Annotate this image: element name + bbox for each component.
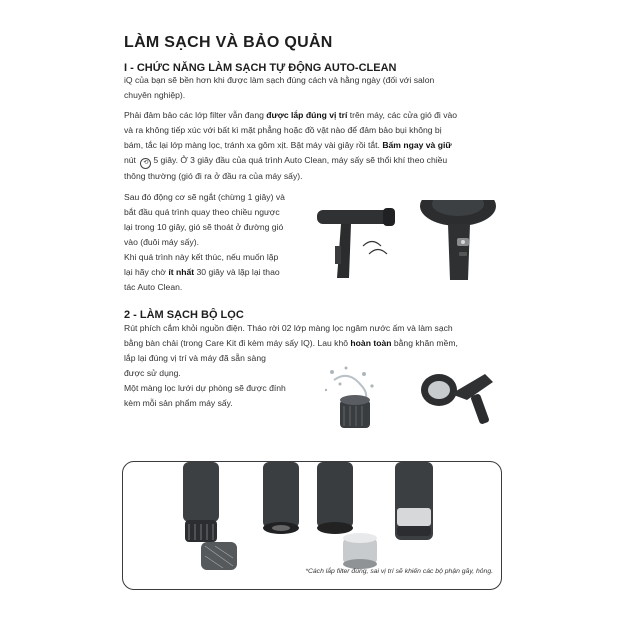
filter-positions-panel: [122, 461, 502, 590]
dryer-filter-icon: [411, 360, 501, 436]
text-span: lại hãy chờ: [124, 267, 169, 277]
hair-dryer-closeup-icon: [412, 200, 500, 280]
text-line: và ra không tiếp xúc với bất kì mặt phẳng hoặc đồ vật nào để đảm bảo bụi không bị: [124, 125, 442, 135]
section1-paragraph2: [124, 108, 514, 184]
section2-heading: 2 - LÀM SẠCH BỘ LỌC: [124, 309, 244, 321]
text-line: iQ của bạn sẽ bền hơn khi được làm sạch đúng cách và hằng ngày (đối với salon: [124, 75, 435, 85]
section2-paragraph-cont: [124, 351, 314, 411]
section1-paragraph1: [124, 73, 504, 103]
text-span: bằng bàn chải (trong Care Kit đi kèm máy sấy IQ). Lau khô: [124, 338, 351, 348]
section1-paragraph3: [124, 190, 314, 295]
dryer-4: [395, 462, 433, 540]
dryer-2: [263, 462, 299, 534]
bold-span: được lắp đúng vị trí: [266, 110, 348, 120]
text-line: lại trong 10 giây, gió sẽ thoát ở đường gió: [124, 222, 284, 232]
footnote: *Cách lắp filter đúng, sai vị trí sẽ khiến các bộ phận gãy, hỏng.: [305, 568, 493, 575]
hair-dryer-icon: [313, 200, 401, 280]
text-line: [124, 336, 514, 351]
filter-washing-photo: [312, 360, 402, 436]
dryer-reverse-airflow-photo: [313, 200, 401, 280]
dryer-button-closeup-photo: [412, 200, 500, 280]
text-span: Phải đảm bảo các lớp filter vẫn đang: [124, 110, 267, 120]
text-line: bắt đầu quá trình quay theo chiều ngược: [124, 207, 280, 217]
text-line: Rút phích cắm khỏi nguồn điện. Tháo rời 02 lớp màng lọc ngâm nước ấm và làm sạch: [124, 323, 453, 333]
text-line: [124, 138, 514, 153]
text-line: [124, 153, 514, 169]
text-span: trên máy, các cửa gió đi vào: [347, 110, 458, 120]
text-line: [124, 265, 314, 280]
text-line: [124, 108, 514, 123]
text-span: nút: [124, 155, 136, 165]
text-line: thông thường (gió đi ra ở đầu ra của máy sấy).: [124, 171, 303, 181]
auto-clean-icon: ⟲: [140, 158, 151, 169]
text-line: Sau đó động cơ sẽ ngắt (chừng 1 giây) và: [124, 192, 285, 202]
text-line: được sử dụng.: [124, 368, 181, 378]
section2-paragraph: [124, 321, 514, 351]
text-line: kèm mỗi sản phẩm máy sấy.: [124, 398, 233, 408]
text-line: lắp lại đúng vị trí và máy đã sẵn sàng: [124, 353, 266, 363]
text-span: 30 giây và lặp lại thao: [194, 267, 280, 277]
filter-assembly-photo: [411, 360, 501, 436]
bold-span: ít nhất: [168, 267, 195, 277]
text-line: vào (đuôi máy sấy).: [124, 237, 199, 247]
bold-span: Bấm ngay và giữ: [382, 140, 452, 150]
text-span: bám, tắc lại lớp màng lọc, tránh xa gôm xịt. Bật máy vài giây rồi tắt.: [124, 140, 383, 150]
dryer-1: [183, 462, 237, 570]
text-span: 5 giây. Ở 3 giây đầu của quá trình Auto Clean, máy sấy sẽ thổi khí theo chiều: [153, 155, 448, 165]
text-line: Một màng lọc lưới dự phòng sẽ được đính: [124, 383, 286, 393]
bold-span: hoàn toàn: [350, 338, 392, 348]
section1-heading: I - CHỨC NĂNG LÀM SẠCH TỰ ĐỘNG AUTO-CLEAN: [124, 62, 397, 74]
page-title: LÀM SẠCH VÀ BẢO QUẢN: [124, 34, 333, 51]
text-span: bằng khăn mềm,: [391, 338, 458, 348]
dryer-3: [317, 462, 377, 569]
text-line: chuyên nghiệp).: [124, 90, 186, 100]
text-line: tác Auto Clean.: [124, 282, 183, 292]
water-splash-icon: [312, 360, 402, 436]
text-line: Khi quá trình này kết thúc, nếu muốn lặp: [124, 252, 279, 262]
